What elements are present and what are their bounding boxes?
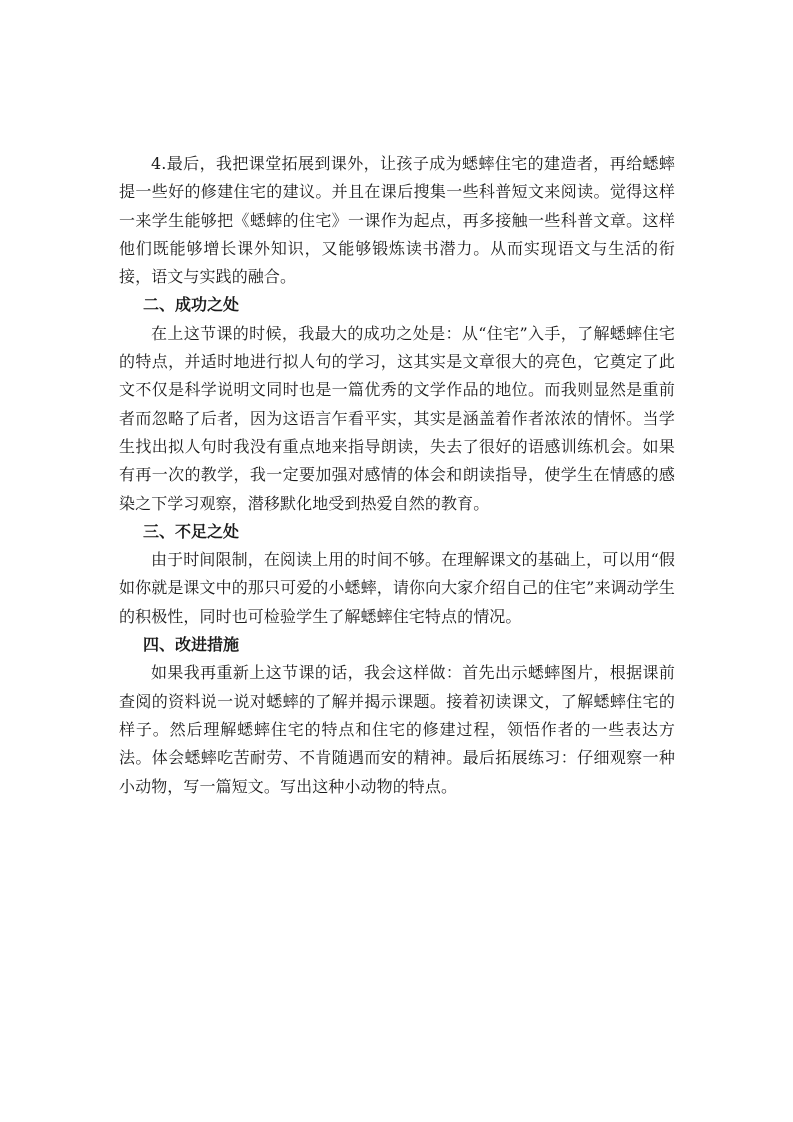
section-4-body: 如果我再重新上这节课的话，我会这样做：首先出示蟋蟀图片，根据课前查阅的资料说一说对蟋蟀的了解并揭示课题。接着初读课文，了解蟋蟀住宅的样子。然后理解蟋蟀住宅的特点和住宅的修建过程，领悟作者的一些表达方法。体会蟋蟀吃苦耐劳、不肯随遇而安的精神。最后拓展练习：仔细观察一种小动物，写一篇短文。写出这种小动物的特点。 — [119, 663, 675, 796]
section-2-heading: 二、成功之处 — [143, 295, 240, 315]
section-2-body: 在上这节课的时候，我最大的成功之处是：从“住宅”入手，了解蟋蟀住宅的特点，并适时地进行拟人句的学习，这其实是文章很大的亮色，它奠定了此文不仅是科学说明文同时也是一篇优秀的文学作品的地位。而我则显然是重前者而忽略了后者，因为这语言乍看平实，其实是涵盖着作者浓浓的情怀。当学生找出拟人句时我没有重点地来指导朗读，失去了很好的语感训练机会。如果有再一次的教学，我一定要加强对感情的体会和朗读指导，使学生在情感的感染之下学习观察，潜移默化地受到热爱自然的教育。 — [119, 323, 675, 513]
paragraph-4: 4.最后，我把课堂拓展到课外，让孩子成为蟋蟀住宅的建造者，再给蟋蟀提一些好的修建住宅的建议。并且在课后搜集一些科普短文来阅读。觉得这样一来学生能够把《蟋蟀的住宅》一课作为起点，再多接触一些科普文章。这样他们既能够增长课外知识，又能够锻炼读书潜力。从而实现语文与生活的衔接，语文与实践的融合。 — [119, 154, 675, 287]
section-3-body: 由于时间限制，在阅读上用的时间不够。在理解课文的基础上，可以用“假如你就是课文中的那只可爱的小蟋蟀，请你向大家介绍自己的住宅”来调动学生的积极性，同时也可检验学生了解蟋蟀住宅特点的情况。 — [119, 550, 675, 626]
section-4-heading: 四、改进措施 — [143, 635, 240, 655]
section-3-heading: 三、不足之处 — [143, 521, 240, 541]
document-page — [119, 150, 675, 801]
